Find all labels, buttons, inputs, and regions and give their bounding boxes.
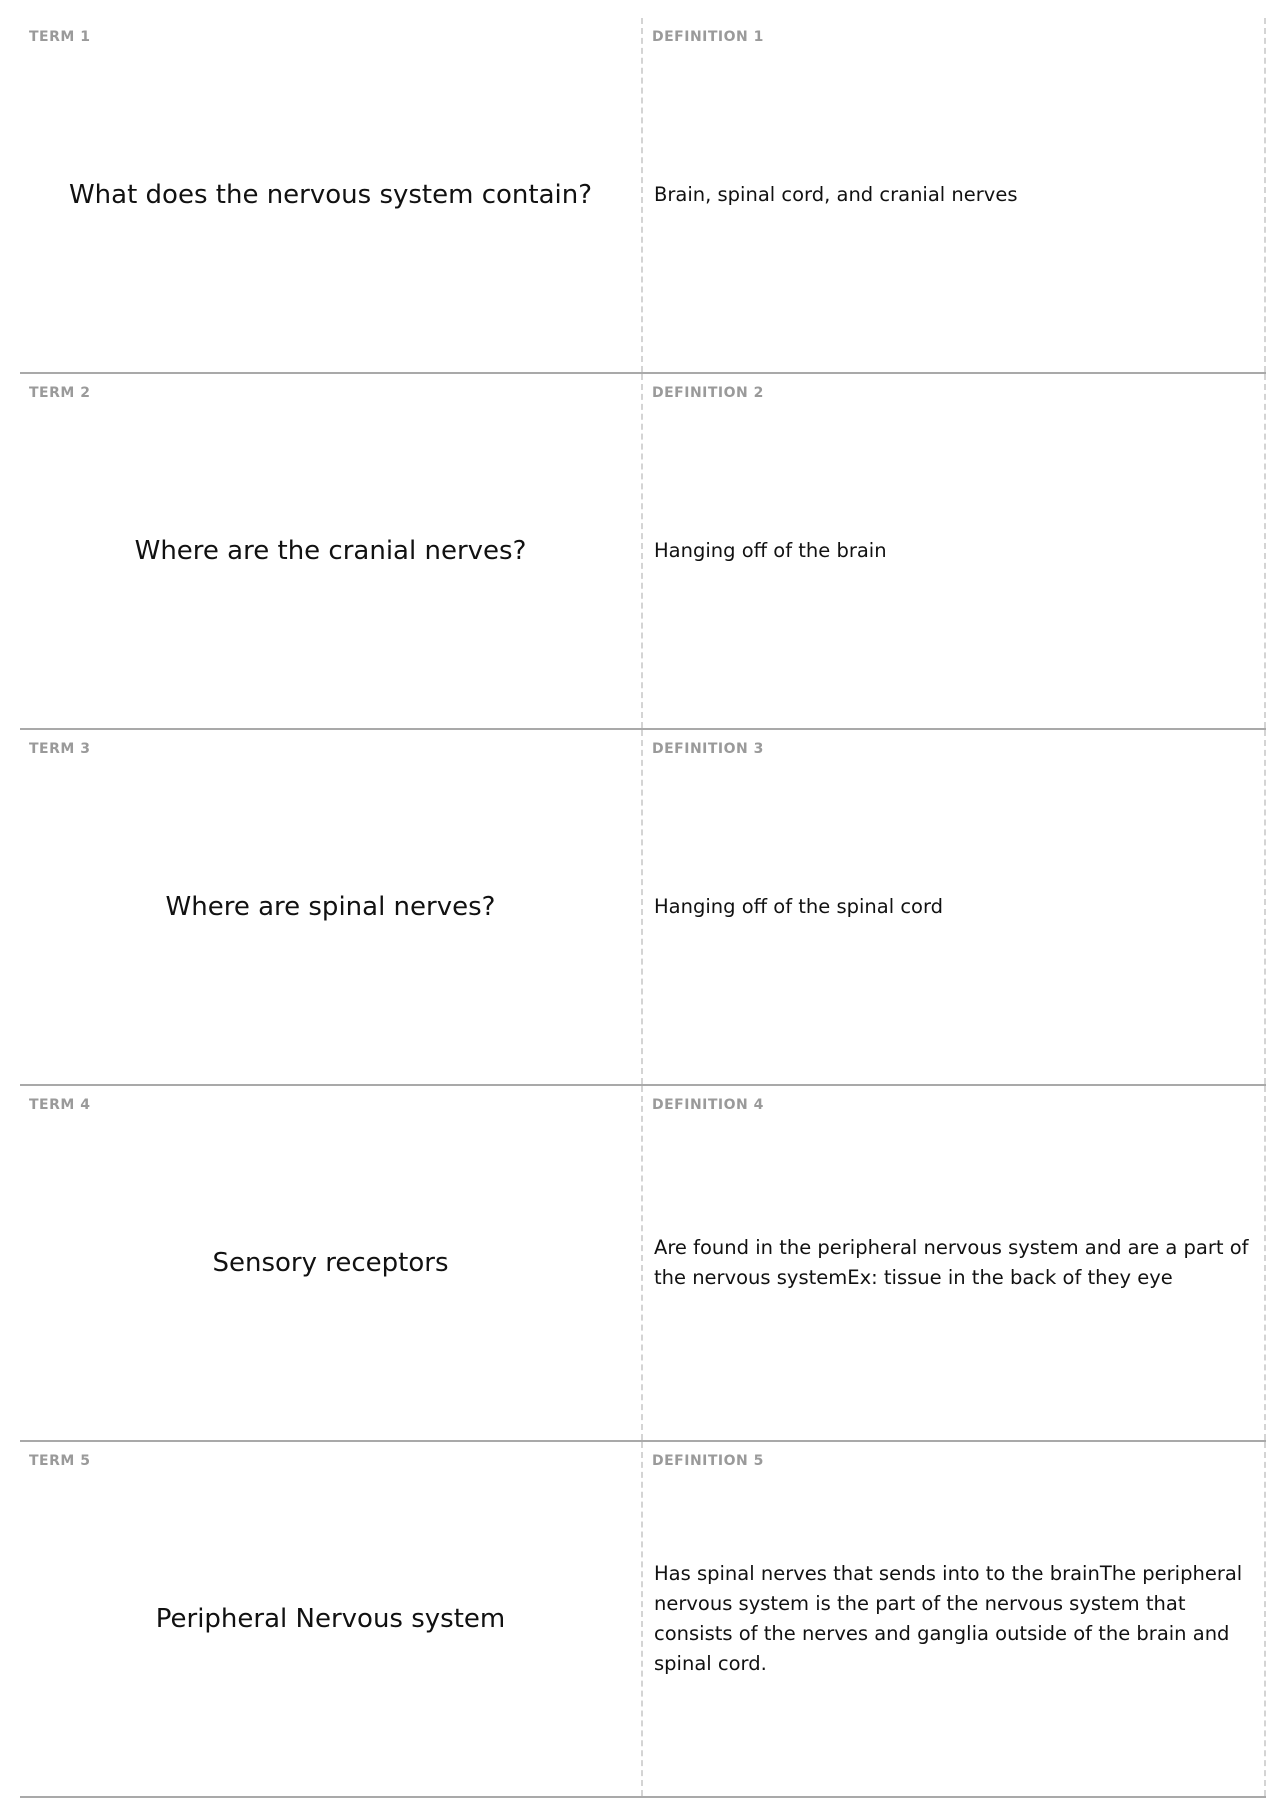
flashcard-sheet [20,18,1266,1798]
term-text: What does the nervous system contain? [68,180,593,210]
definition-cell [643,1442,1266,1796]
definition-label: DEFINITION 4 [652,1097,764,1113]
term-text: Peripheral Nervous system [155,1604,506,1634]
definition-cell [643,1086,1266,1440]
term-cell [20,730,643,1084]
definition-cell [643,730,1266,1084]
flashcard-row [20,374,1266,730]
definition-text: Hanging off of the brain [654,539,887,562]
definition-cell [643,374,1266,728]
term-cell [20,1442,643,1796]
term-text: Where are the cranial nerves? [134,536,527,566]
term-label: TERM 5 [29,1453,91,1469]
flashcard-row [20,1442,1266,1798]
term-label: TERM 3 [29,741,91,757]
definition-text: Brain, spinal cord, and cranial nerves [654,183,1018,206]
term-text: Where are spinal nerves? [165,892,496,922]
definition-label: DEFINITION 1 [652,29,764,45]
term-label: TERM 2 [29,385,91,401]
term-cell [20,18,643,372]
term-label: TERM 4 [29,1097,91,1113]
term-text: Sensory receptors [212,1248,449,1278]
definition-text: Has spinal nerves that sends into to the brainThe peripheral nervous system is the part of the nervous system that consists of the nerves and ganglia outside of the brain and spinal cord. [654,1562,1243,1675]
flashcard-row [20,1086,1266,1442]
flashcard-row [20,18,1266,374]
term-cell [20,374,643,728]
definition-label: DEFINITION 3 [652,741,764,757]
term-cell [20,1086,643,1440]
definition-text: Are found in the peripheral nervous system and are a part of the nervous systemEx: tissue in the back of they eye [654,1236,1249,1289]
definition-cell [643,18,1266,372]
definition-label: DEFINITION 2 [652,385,764,401]
flashcard-row [20,730,1266,1086]
definition-text: Hanging off of the spinal cord [654,895,944,918]
definition-label: DEFINITION 5 [652,1453,764,1469]
term-label: TERM 1 [29,29,91,45]
